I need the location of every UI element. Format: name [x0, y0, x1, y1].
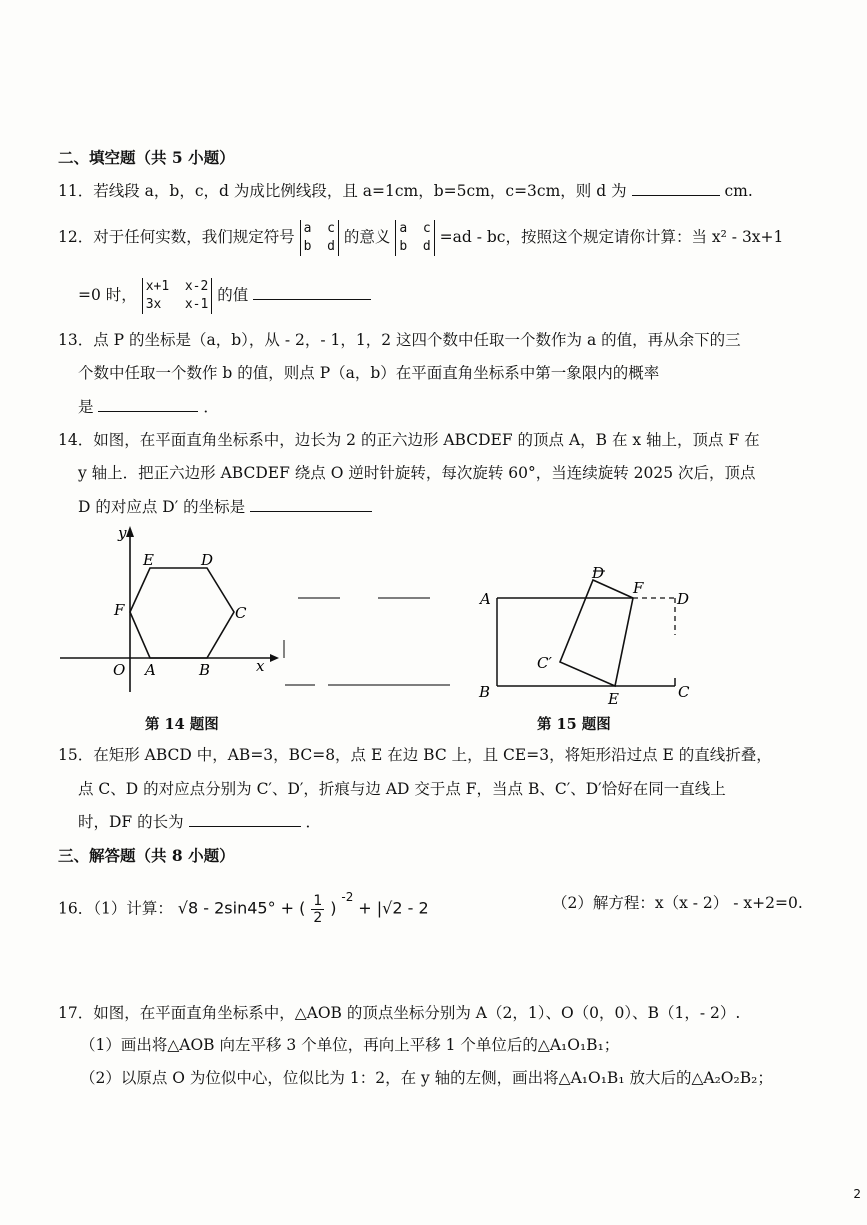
- label-x: x: [256, 657, 265, 675]
- q16-expr-b: ): [330, 898, 337, 918]
- q12-text-1: 12．对于任何实数，我们规定符号: [58, 228, 295, 246]
- label-a: A: [145, 661, 156, 679]
- folded-quadrilateral: [560, 580, 633, 686]
- label-f: F: [114, 601, 125, 619]
- question-15-line-3: [78, 812, 321, 832]
- question-12-line-2: [78, 278, 371, 314]
- q11-unit: cm.: [724, 182, 753, 200]
- section-heading-fill-in: 二、填空题（共 5 小题）: [58, 148, 235, 167]
- label-c-prime: C′: [537, 654, 552, 672]
- label-o: O: [113, 661, 126, 679]
- q14-answer-blank[interactable]: [250, 497, 372, 512]
- question-16-part-1: [58, 890, 429, 926]
- q16-expr-c: + |√2 - 2: [358, 898, 429, 918]
- label-d: D: [201, 551, 214, 569]
- figure-14-hexagon: [55, 520, 285, 695]
- question-15-line-2: 点 C、D 的对应点分别为 C′、D′，折痕与边 AD 交于点 F，当点 B、C′、D′恰好在同一直线上: [78, 780, 726, 798]
- question-14-line-3: [78, 497, 372, 517]
- det-symbol2-row-1: a c: [399, 221, 431, 236]
- question-17-part-2: （2）以原点 O 为位似中心，位似比为 1：2，在 y 轴的左侧，画出将△A₁O₁B₁ 放大后的△A₂O₂B₂；: [80, 1069, 773, 1087]
- det-symbol-row-1: a c: [303, 221, 335, 236]
- label-f: F: [633, 579, 644, 597]
- question-13-line-3: [78, 397, 219, 417]
- scan-artifact-lines: [280, 588, 455, 693]
- q13-text-3: 是: [78, 398, 94, 416]
- section-heading-solutions: 三、解答题（共 8 小题）: [58, 846, 235, 865]
- q15-text-3: 时，DF 的长为: [78, 813, 184, 831]
- determinant-symbol-2: [395, 220, 434, 256]
- page-number: 2: [853, 1187, 861, 1201]
- question-16-part-2: （2）解方程：x（x - 2） - x+2=0.: [552, 894, 803, 912]
- det-symbol2-row-2: b d: [399, 239, 431, 254]
- q16-label: 16．（1）计算：: [58, 899, 173, 918]
- question-14-line-2: y 轴上．把正六边形 ABCDEF 绕点 O 逆时针旋转，每次旋转 60°，当连续旋转 2025 次后，顶点: [78, 464, 756, 482]
- label-b: B: [199, 661, 211, 679]
- q16-exponent: -2: [341, 890, 354, 905]
- question-17-part-1: （1）画出将△AOB 向左平移 3 个单位，再向上平移 1 个单位后的△A₁O₁B₁；: [80, 1036, 620, 1054]
- det-symbol-row-2: b d: [303, 239, 335, 254]
- q11-answer-blank[interactable]: [632, 181, 720, 196]
- question-14-line-1: 14．如图，在平面直角坐标系中，边长为 2 的正六边形 ABCDEF 的顶点 A，B 在 x 轴上，顶点 F 在: [58, 431, 760, 449]
- label-b: B: [479, 683, 491, 701]
- q15-answer-blank[interactable]: [189, 812, 301, 827]
- determinant-value: [142, 278, 213, 314]
- q16-frac-den: 2: [313, 910, 323, 926]
- q12-answer-blank[interactable]: [253, 285, 371, 300]
- question-12-line-1: [58, 220, 783, 256]
- x-axis-arrow: [270, 654, 279, 662]
- question-11: [58, 181, 753, 201]
- figure-15-rectangle-fold: [470, 560, 700, 710]
- label-e: E: [143, 551, 154, 569]
- q13-end: ．: [203, 398, 219, 416]
- q16-fraction: [311, 893, 324, 926]
- question-13-line-2: 个数中任取一个数作 b 的值，则点 P（a，b）在平面直角坐标系中第一象限内的概率: [78, 364, 660, 382]
- q12-text-2: 的意义: [343, 228, 391, 246]
- label-e: E: [608, 690, 619, 708]
- label-c: C: [678, 683, 690, 701]
- label-d: D: [677, 590, 690, 608]
- q11-text: 11．若线段 a，b，c，d 为成比例线段，且 a=1cm，b=5cm，c=3cm，则 d 为: [58, 182, 627, 200]
- question-15-line-1: 15．在矩形 ABCD 中，AB=3，BC=8，点 E 在边 BC 上，且 CE=3，将矩形沿过点 E 的直线折叠，: [58, 746, 772, 764]
- det-value-row-2: 3x x-1: [145, 297, 209, 312]
- q12-text-3: =ad - bc，按照这个规定请你计算：当 x² - 3x+1: [439, 228, 784, 246]
- det-value-row-1: x+1 x-2: [145, 279, 209, 294]
- determinant-symbol: [300, 220, 339, 256]
- q13-answer-blank[interactable]: [98, 397, 198, 412]
- label-c: C: [235, 604, 247, 622]
- hexagon-abcdef: [130, 568, 234, 658]
- label-y: y: [118, 524, 127, 542]
- q12-text-5: 的值: [217, 286, 249, 304]
- q14-text-3: D 的对应点 D′ 的坐标是: [78, 498, 246, 516]
- label-d-prime: D: [592, 564, 605, 582]
- figure-15-caption: 第 15 题图: [537, 716, 611, 733]
- figure-14-caption: 第 14 题图: [145, 716, 219, 733]
- q16-expr-a: √8 - 2sin45° + (: [177, 898, 306, 918]
- q16-frac-num: 1: [313, 893, 323, 909]
- label-a: A: [480, 590, 491, 608]
- q12-text-4: =0 时，: [78, 286, 137, 304]
- question-17-line-1: 17．如图，在平面直角坐标系中，△AOB 的顶点坐标分别为 A（2，1）、O（0，0）、B（1，- 2）.: [58, 1004, 741, 1022]
- q15-end: ．: [305, 813, 321, 831]
- question-13-line-1: 13．点 P 的坐标是（a，b），从 - 2，- 1，1，2 这四个数中任取一个数作为 a 的值，再从余下的三: [58, 331, 741, 349]
- y-axis-arrow: [126, 526, 134, 537]
